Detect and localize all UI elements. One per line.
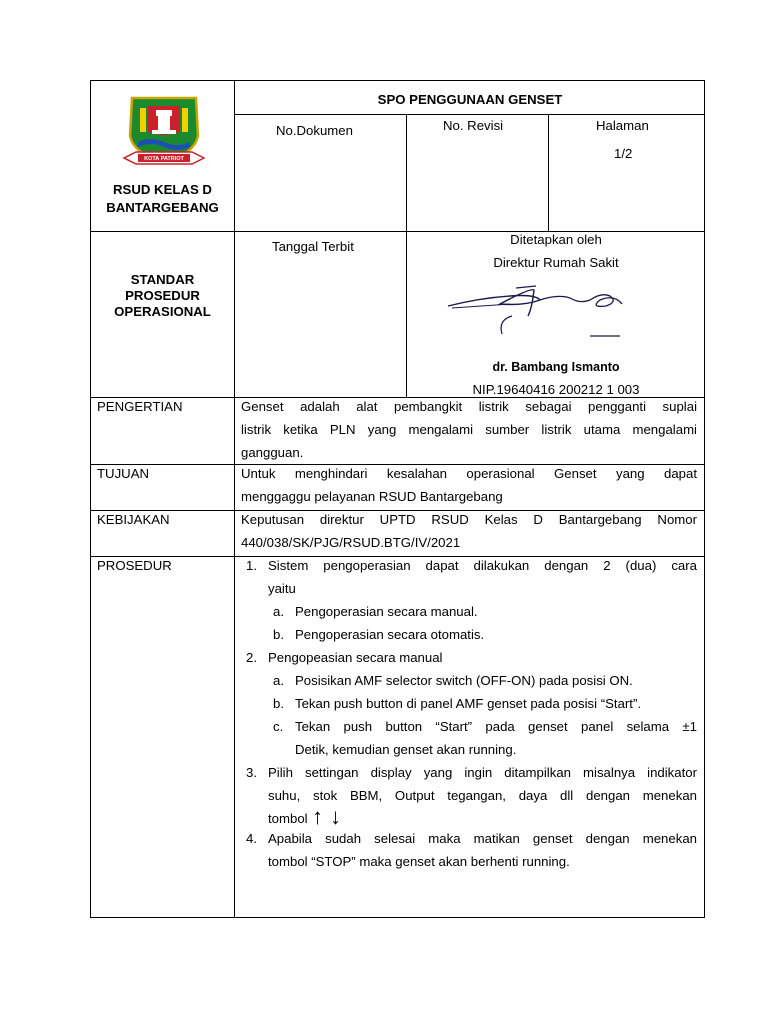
- step-1b-text: Pengoperasian secara otomatis.: [295, 627, 485, 642]
- kebijakan-line-1: Keputusan direktur UPTD RSUD Kelas D Bantargebang Nomor: [241, 512, 697, 527]
- arrow-up-icon: ↑: [312, 804, 323, 829]
- rev-col-divider: [548, 114, 549, 232]
- tujuan-line-1: Untuk menghindari kesalahan operasional Genset yang dapat: [241, 466, 697, 481]
- kebijakan-label: KEBIJAKAN: [97, 512, 170, 527]
- document-title: SPO PENGGUNAAN GENSET: [377, 92, 563, 107]
- step-1a-text: Pengoperasian secara manual.: [295, 604, 478, 619]
- pengertian-line-3: gangguan.: [241, 445, 304, 460]
- halaman-label: Halaman: [596, 118, 649, 133]
- direktur-label: Direktur Rumah Sakit: [493, 255, 619, 270]
- signature-drawing: [440, 282, 640, 342]
- column-divider: [234, 80, 235, 918]
- prosedur-label: PROSEDUR: [97, 558, 172, 573]
- step-2-text: Pengopeasian secara manual: [268, 650, 443, 665]
- pengertian-label: PENGERTIAN: [97, 399, 183, 414]
- arrow-down-icon: ↓: [330, 804, 341, 829]
- step-4-line-2: tombol “STOP” maka genset akan berhenti running.: [268, 854, 570, 869]
- step-2b-letter: b.: [273, 696, 284, 711]
- step-2b-text: Tekan push button di panel AMF genset pada posisi “Start”.: [295, 696, 642, 711]
- institution-line-1: RSUD KELAS D: [113, 182, 212, 197]
- step-1-line-2: yaitu: [268, 581, 296, 596]
- step-2a-text: Posisikan AMF selector switch (OFF-ON) pada posisi ON.: [295, 673, 633, 688]
- step-4-line-1: Apabila sudah selesai maka matikan genset dengan menekan: [268, 831, 697, 846]
- spo-label-line-3: OPERASIONAL: [114, 304, 211, 319]
- step-3-line-2: suhu, stok BBM, Output tegangan, daya dll dengan menekan: [268, 788, 697, 803]
- institution-line-2: BANTARGEBANG: [106, 200, 219, 215]
- pengertian-line-2: listrik ketika PLN yang mengalami sumber listrik utama mengalami: [241, 422, 697, 437]
- step-1a-letter: a.: [273, 604, 284, 619]
- step-3-line-3: tombol: [268, 811, 308, 826]
- tujuan-line-2: menggaggu pelayanan RSUD Bantargebang: [241, 489, 503, 504]
- spo-label-line-1: STANDAR: [130, 272, 195, 287]
- table-border-top: [90, 80, 705, 81]
- no-revisi-label: No. Revisi: [443, 118, 504, 133]
- step-2-number: 2.: [246, 650, 257, 665]
- tujuan-label: TUJUAN: [97, 466, 150, 481]
- table-border-bottom: [90, 917, 705, 918]
- no-dokumen-label: No.Dokumen: [276, 123, 353, 138]
- step-1-line-1: Sistem pengoperasian dapat dilakukan dengan 2 (dua) cara: [268, 558, 697, 573]
- step-2c-line-1: Tekan push button “Start” pada genset panel selama ±1: [295, 719, 697, 734]
- step-1b-letter: b.: [273, 627, 284, 642]
- spo-label-line-2: PROSEDUR: [125, 288, 200, 303]
- table-border-right: [704, 80, 705, 918]
- step-3-number: 3.: [246, 765, 257, 780]
- pengertian-line-1: Genset adalah alat pembangkit listrik sebagai pengganti suplai: [241, 399, 697, 414]
- halaman-value: 1/2: [614, 146, 633, 161]
- step-2c-letter: c.: [273, 719, 284, 734]
- logo-text: KOTA PATRIOT: [144, 156, 184, 162]
- signatory-name: dr. Bambang Ismanto: [492, 360, 620, 374]
- step-2c-line-2: Detik, kemudian genset akan running.: [295, 742, 517, 757]
- kebijakan-line-2: 440/038/SK/PJG/RSUD.BTG/IV/2021: [241, 535, 461, 550]
- ditetapkan-oleh: Ditetapkan oleh: [510, 232, 602, 247]
- signatory-nip: NIP.19640416 200212 1 003: [472, 382, 640, 397]
- step-4-number: 4.: [246, 831, 257, 846]
- step-1-number: 1.: [246, 558, 257, 573]
- step-3-line-1: Pilih settingan display yang ingin ditampilkan misalnya indikator: [268, 765, 697, 780]
- tanggal-terbit-label: Tanggal Terbit: [272, 239, 354, 254]
- step-2a-letter: a.: [273, 673, 284, 688]
